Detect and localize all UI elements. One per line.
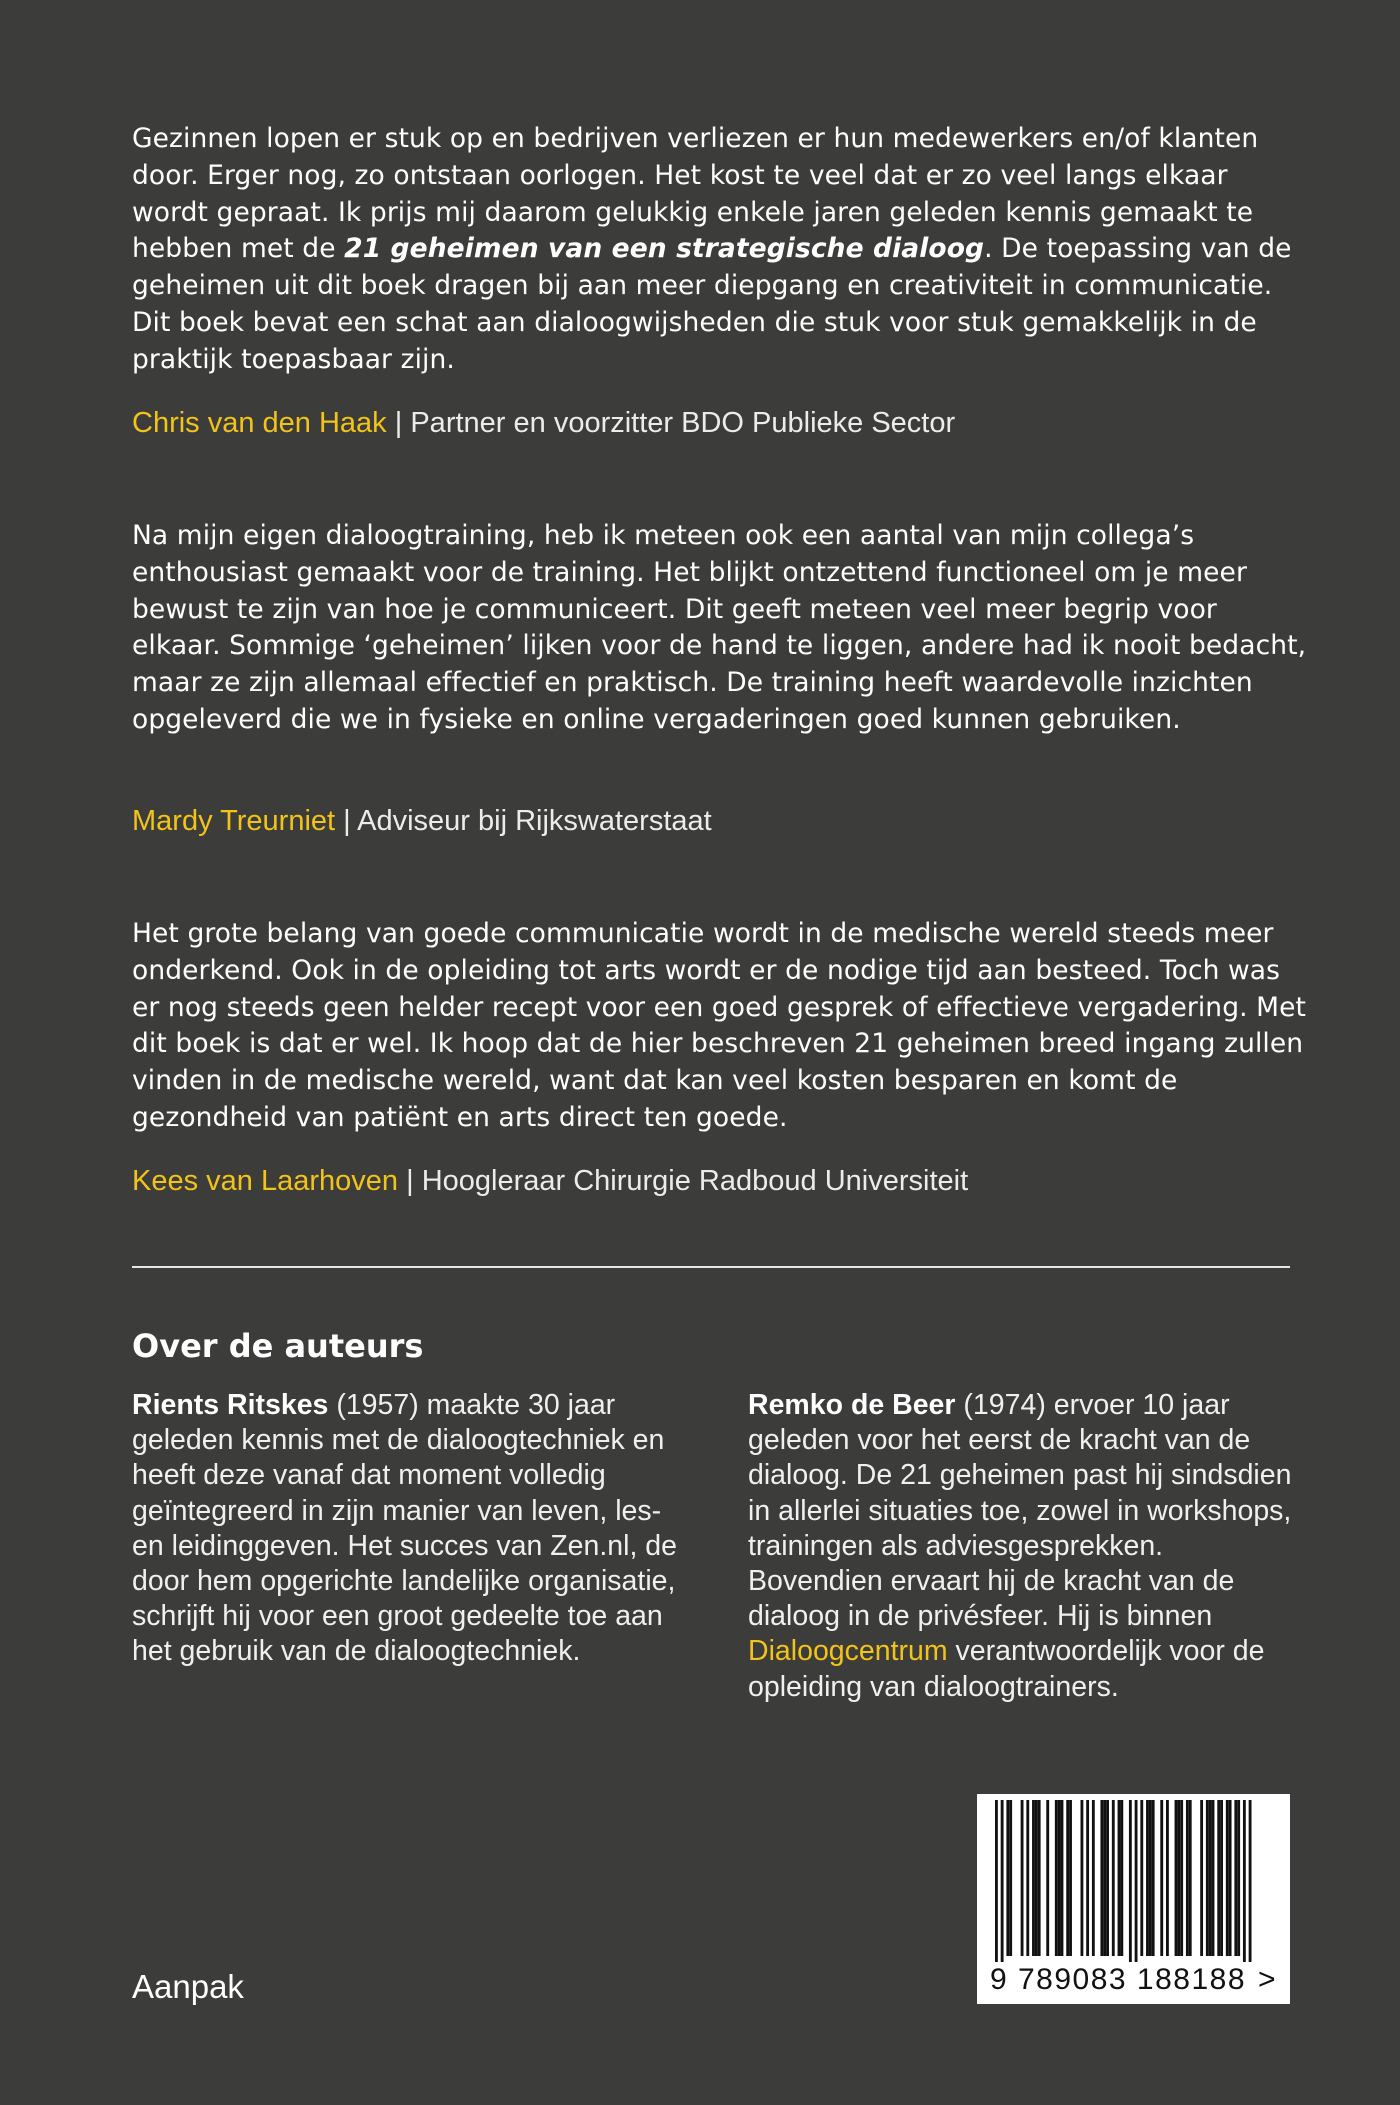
isbn-digits: 9 789083 188188 [989,1963,1247,1996]
barcode-bar [1146,1800,1149,1956]
barcode-bar [1006,1800,1009,1956]
attribution-separator: | [398,1165,422,1197]
barcode-bar [1086,1800,1089,1956]
barcode-bar [1149,1800,1152,1956]
testimonial-author-name: Mardy Treurniet [132,805,336,837]
dialoogcentrum-link[interactable]: Dialoogcentrum [748,1635,948,1668]
barcode-bar [1152,1800,1155,1956]
testimonial-text: . De toepassing van de geheimen uit dit boek dragen bij aan meer diepgang en creativiteit in communicatie. Dit boek bevat een schat aan dialoogwijsheden die stuk voor stuk gemakkelijk in de praktijk toepasbaar zijn. [132,233,1292,375]
author-name: Remko de Beer [748,1389,956,1421]
barcode-bar [1100,1800,1103,1956]
barcode-bar [1009,1800,1012,1956]
barcode-bar [1055,1800,1058,1956]
testimonial-attribution-2 [132,803,712,839]
barcode-bar [1180,1800,1183,1956]
barcode-bar [1217,1800,1220,1956]
barcode-bar [1177,1800,1180,1956]
barcode-bar [1229,1800,1232,1956]
attribution-separator: | [386,407,411,439]
barcode-bar [1001,1800,1004,1962]
testimonial-quote-3 [132,916,1307,1137]
barcode-bar [1209,1800,1212,1956]
testimonial-quote-2 [132,518,1307,739]
barcode-bar [1032,1800,1035,1956]
testimonial-attribution-1 [132,405,955,441]
barcode-bar [1129,1800,1132,1962]
barcode-bar [1160,1800,1163,1956]
book-title-emphasis: 21 geheimen van een strategische dialoog [344,233,985,265]
barcode-bar [1237,1800,1240,1956]
author-bio-rients-ritskes [132,1388,692,1670]
barcode-bar [1106,1800,1109,1956]
testimonial-author-name: Kees van Laarhoven [132,1165,399,1197]
barcode-bar [1058,1800,1061,1956]
testimonial-text: Het grote belang van goede communicatie wordt in de medische wereld steeds meer onderkend. Ook in de opleiding tot arts wordt er de nodige tijd aan besteed. Toch was er nog steeds geen helder recept voor een goed gesprek of effectieve vergadering. Met dit boek is dat er wel. Ik hoop dat de hier beschreven 21 geheimen breed ingang zullen vinden in de medische wereld, want dat kan veel kosten besparen en komt de gezondheid van patiënt en arts direct ten goede. [132,918,1307,1133]
barcode-bar [1103,1800,1106,1956]
barcode-bar [1092,1800,1095,1956]
testimonial-author-role: Hoogleraar Chirurgie Radboud Universiteit [421,1165,969,1197]
barcode-bar [1061,1800,1064,1956]
barcode-bars [977,1794,1290,1962]
quiet-zone-marker: > [1258,1963,1278,1996]
barcode-bar [1069,1800,1072,1956]
barcode-bar [1140,1800,1143,1956]
author-name: Rients Ritskes [132,1389,329,1421]
author-bio-remko-de-beer [748,1388,1293,1705]
barcode-bar [1212,1800,1215,1956]
barcode-bar [1046,1800,1049,1956]
author-bio-text: (1957) maakte 30 jaar geleden kennis met de dialoogtechniek en heeft deze vanaf dat moment volledig geïntegreerd in zijn manier van leven, les- en leidinggeven. Het succes van Zen.nl, de door hem opgerichte landelijke organisatie, schrijft hij voor een groot gedeelte toe aan het gebruik van de dialoogtechniek. [132,1389,678,1668]
barcode-bar [1021,1800,1024,1956]
isbn-barcode [977,1794,1290,2004]
testimonial-author-role: Partner en voorzitter BDO Publieke Sector [410,407,956,439]
barcode-bar [1026,1800,1029,1956]
barcode-bar [1175,1800,1178,1956]
barcode-bar [1220,1800,1223,1956]
barcode-bar [1066,1800,1069,1956]
barcode-bar [1226,1800,1229,1956]
barcode-bar [1200,1800,1203,1956]
barcode-bar [1206,1800,1209,1956]
barcode-bar [1249,1800,1252,1962]
testimonial-attribution-3 [132,1163,968,1199]
isbn-number [977,1962,1290,1998]
testimonial-text: Gezinnen lopen er stuk op en bedrijven verliezen er hun medewerkers en/of klanten door. Erger nog, zo ontstaan oorlogen. Het kost te veel dat er zo veel langs elkaar wordt gepraat. Ik prijs mij daarom gelukkig enkele jaren geleden kennis gemaakt te hebben met de [132,123,1259,265]
about-authors-heading: Over de auteurs [132,1327,424,1365]
barcode-bar [1120,1800,1123,1956]
testimonial-author-name: Chris van den Haak [132,407,387,439]
barcode-bar [1038,1800,1041,1956]
testimonial-author-role: Adviseur bij Rijkswaterstaat [357,805,712,837]
author-bio-text: verantwoordelijk voor de opleiding van dialoogtrainers. [748,1635,1265,1703]
barcode-bar [1035,1800,1038,1956]
attribution-separator: | [335,805,358,837]
publisher-logo-text: Aanpak [132,1968,244,2005]
section-divider [132,1266,1290,1268]
barcode-bar [995,1800,998,1962]
barcode-bar [1186,1800,1189,1956]
barcode-bar [1135,1800,1138,1962]
barcode-bar [1234,1800,1237,1956]
barcode-bar [1081,1800,1084,1956]
barcode-bar [1243,1800,1246,1962]
barcode-bar [1118,1800,1121,1956]
barcode-bar [1166,1800,1169,1956]
author-bio-text: (1974) ervoer 10 jaar geleden voor het eerst de kracht van de dialoog. De 21 geheimen past hij sindsdien in allerlei situaties toe, zowel in workshops, trainingen als adviesgesprekken. Bovendien ervaart hij de kracht van de dialoog in de privésfeer. Hij is binnen [748,1389,1292,1633]
barcode-bar [1112,1800,1115,1956]
barcode-bar [1189,1800,1192,1956]
testimonial-quote-1 [132,121,1307,379]
testimonial-text: Na mijn eigen dialoogtraining, heb ik meteen ook een aantal van mijn collega’s enthousiast gemaakt voor de training. Het blijkt ontzettend functioneel om je meer bewust te zijn van hoe je communiceert. Dit geeft meteen veel meer begrip voor elkaar. Sommige ‘geheimen’ lijken voor de hand te liggen, andere had ik nooit bedacht, maar ze zijn allemaal effectief en praktisch. De training heeft waardevolle inzichten opgeleverd die we in fysieke en online vergaderingen goed kunnen gebruiken. [132,520,1307,735]
